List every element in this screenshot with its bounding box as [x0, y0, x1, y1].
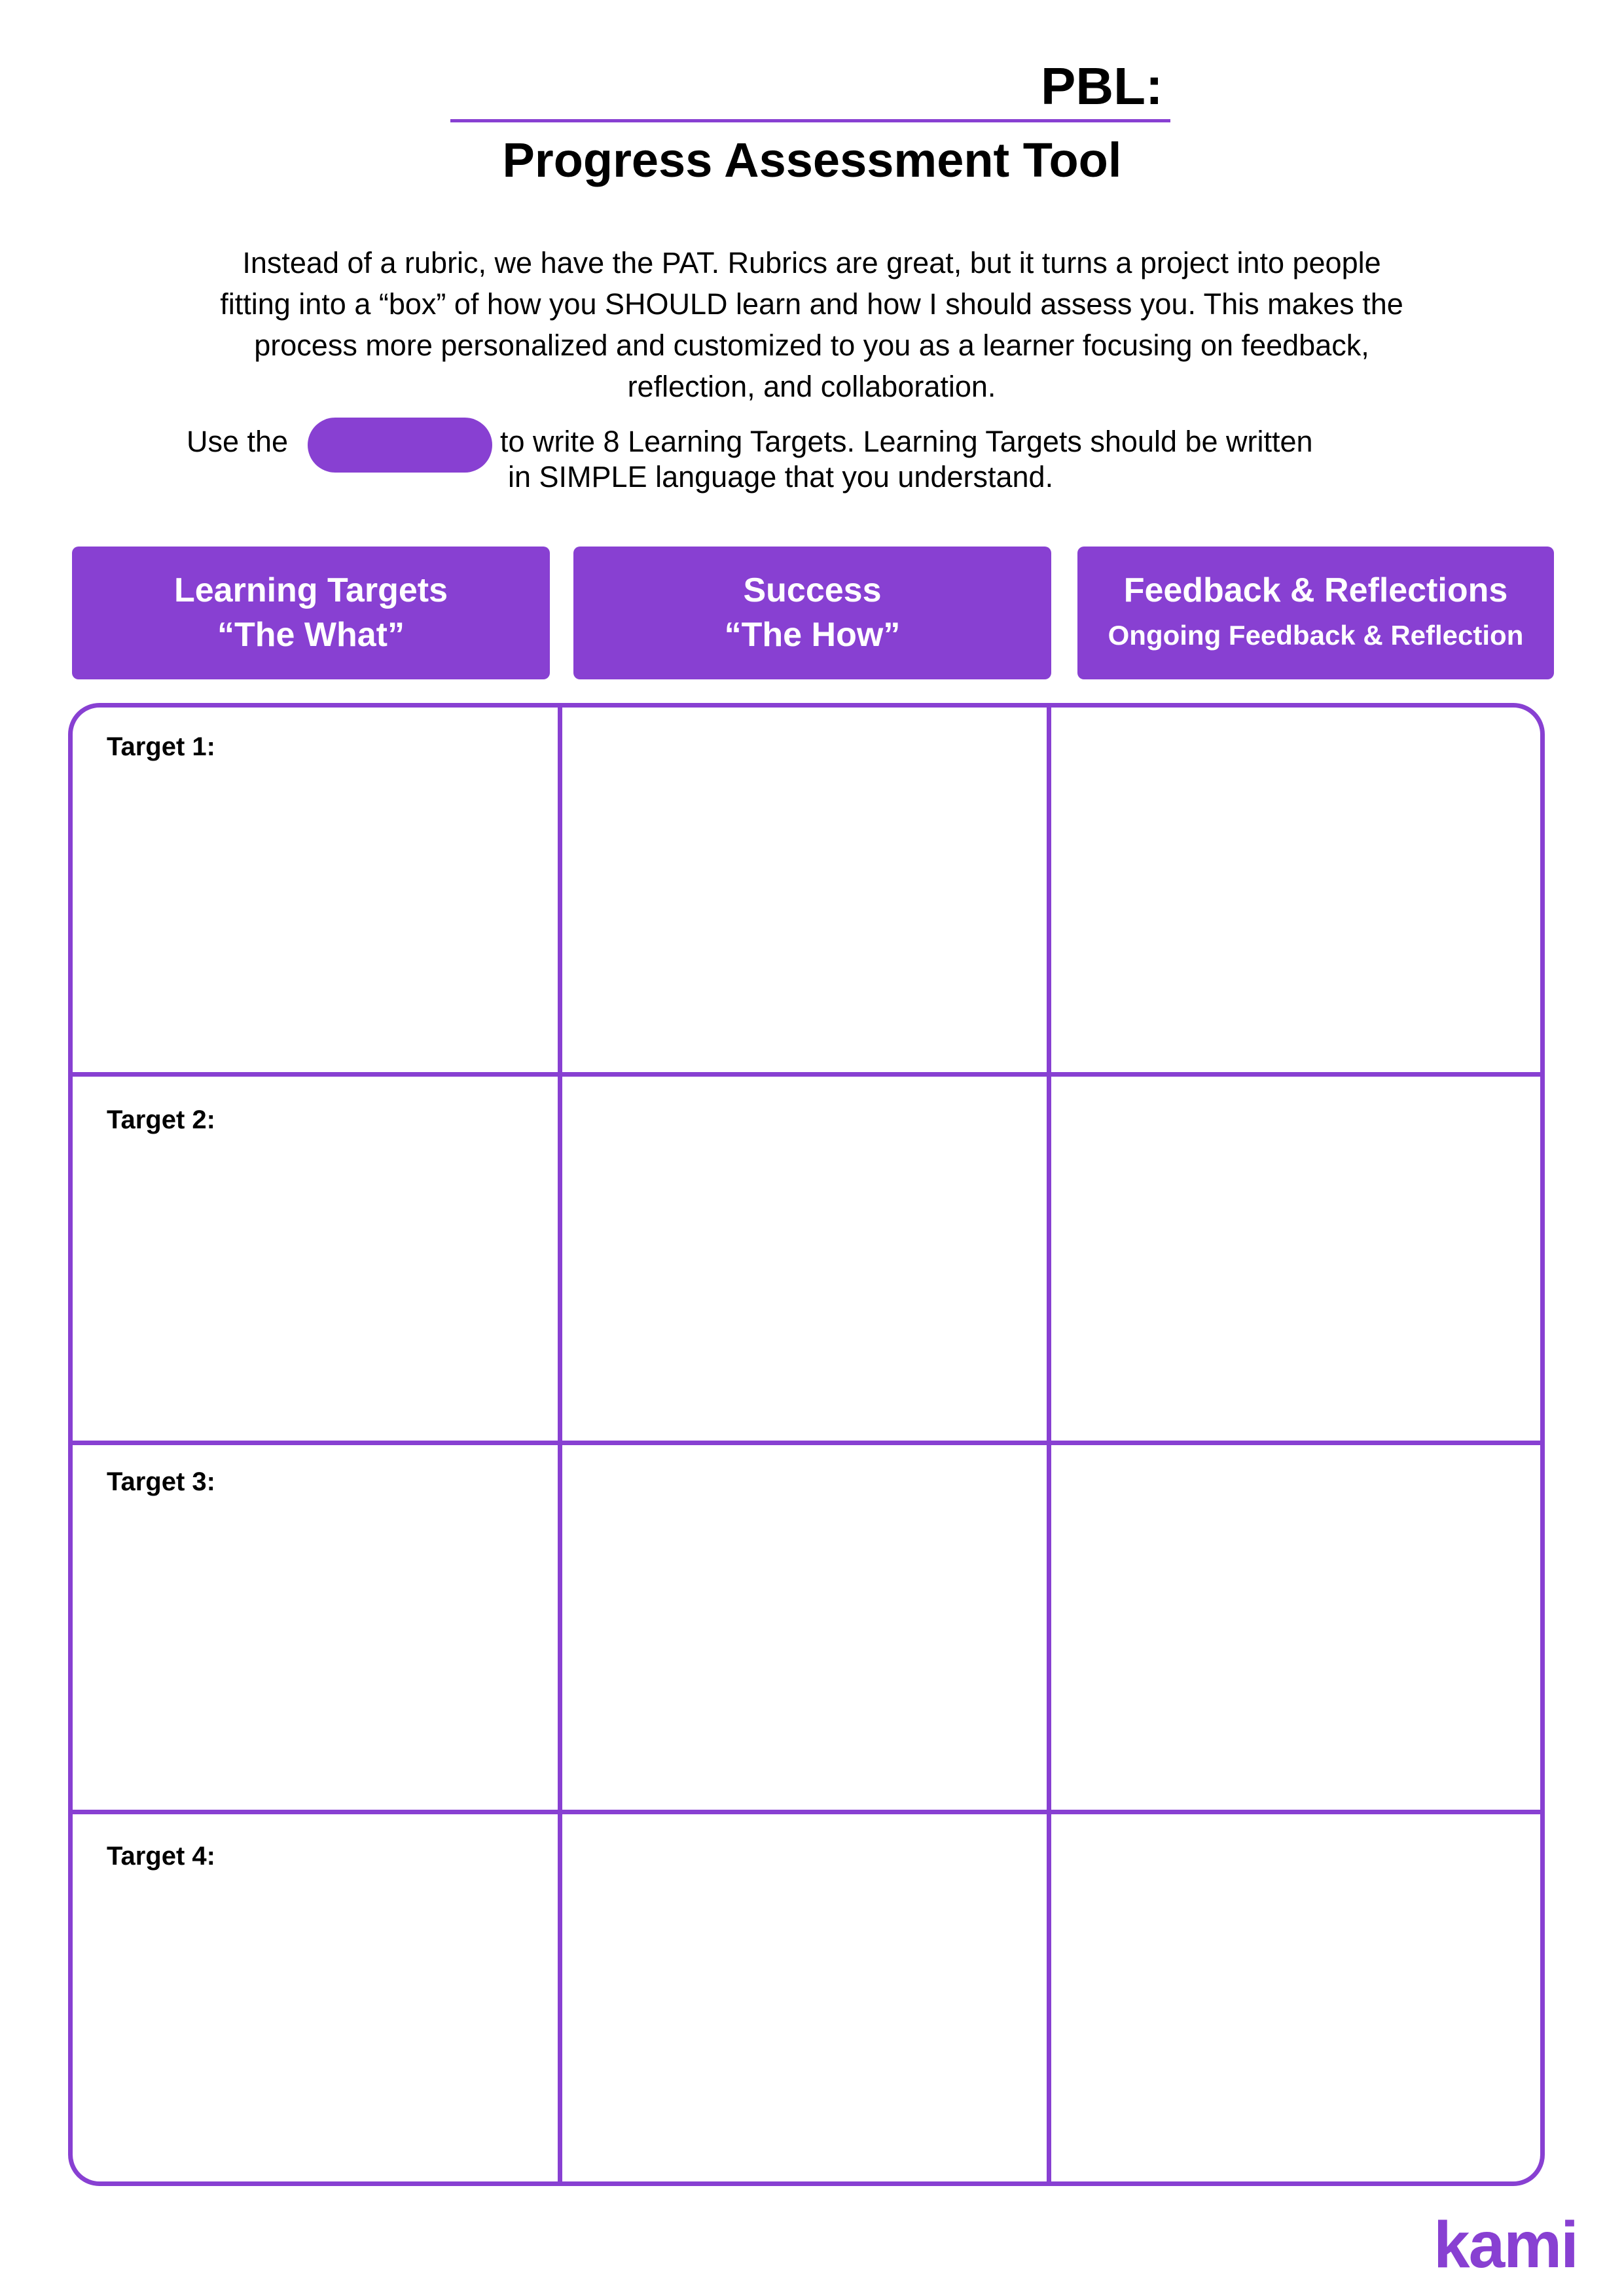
- column-header-success: [573, 547, 1051, 679]
- kami-logo: kami: [1434, 2208, 1578, 2282]
- grid-divider-horizontal: [73, 1441, 1540, 1445]
- column-header-title: Learning Targets: [173, 571, 448, 609]
- title-underline: [450, 119, 1170, 122]
- targets-grid: [68, 703, 1545, 2186]
- intro-line: fitting into a “box” of how you SHOULD learn and how I should assess you. This makes the: [220, 287, 1403, 321]
- column-header-learning-targets: [72, 547, 550, 679]
- target-label: Target 4:: [107, 1842, 215, 1871]
- column-header-feedback: [1077, 547, 1554, 679]
- column-header-title: Success: [743, 571, 882, 609]
- intro-paragraph: [157, 242, 1466, 407]
- grid-divider-horizontal: [73, 1810, 1540, 1814]
- target-label: Target 3:: [107, 1467, 215, 1496]
- intro-line: process more personalized and customized to you as a learner focusing on feedback,: [254, 329, 1369, 362]
- highlight-pill: [308, 418, 492, 473]
- instruction-suffix: to write 8 Learning Targets. Learning Targets should be written: [500, 425, 1313, 458]
- column-header-subtitle: “The What”: [217, 615, 405, 654]
- grid-divider-horizontal: [73, 1072, 1540, 1077]
- intro-line: reflection, and collaboration.: [627, 370, 996, 403]
- column-header-subtitle: “The How”: [724, 615, 901, 654]
- page-title: Progress Assessment Tool: [502, 133, 1122, 187]
- instruction-line-2: in SIMPLE language that you understand.: [508, 460, 1054, 493]
- target-label: Target 2:: [107, 1105, 215, 1134]
- column-header-title: Feedback & Reflections: [1123, 571, 1508, 610]
- column-header-subtitle: Ongoing Feedback & Reflection: [1108, 619, 1524, 651]
- intro-line: Instead of a rubric, we have the PAT. Rubrics are great, but it turns a project into people: [242, 246, 1381, 279]
- target-label: Target 1:: [107, 732, 215, 761]
- pbl-label: PBL:: [1041, 57, 1163, 115]
- instruction-prefix: Use the: [187, 425, 289, 458]
